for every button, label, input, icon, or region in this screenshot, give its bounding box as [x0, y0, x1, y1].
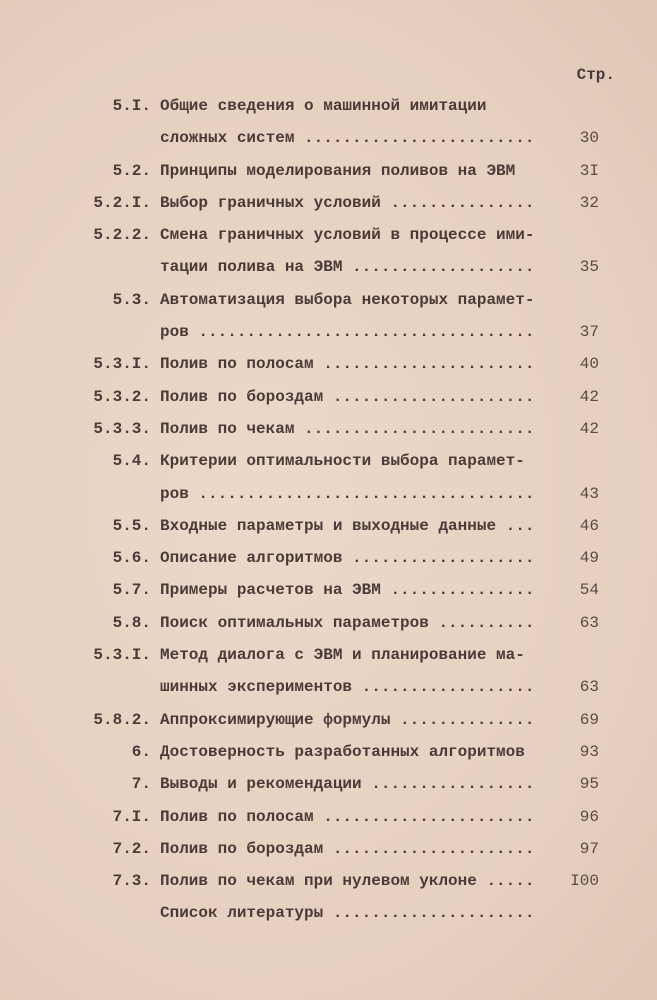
section-number: 5.3.3. [93, 419, 151, 438]
entry-title: Входные параметры и выходные данные ... [160, 516, 535, 535]
entry-title: Полив по чекам ........................ [160, 419, 535, 438]
toc-entry [0, 226, 657, 258]
entry-title: Аппроксимирующие формулы .............. [160, 710, 535, 729]
entry-title: Выбор граничных условий ............... [160, 193, 535, 212]
toc-entry [0, 549, 657, 581]
toc-entry [0, 452, 657, 484]
entry-title: тации полива на ЭВМ ................... [160, 258, 535, 277]
toc-entry [0, 97, 657, 129]
section-number: 5.3.I. [93, 355, 151, 374]
section-number: 6. [131, 742, 151, 761]
section-number: 5.7. [112, 581, 151, 600]
toc-entry [0, 904, 657, 936]
toc-entry [0, 323, 657, 355]
toc-entry [0, 581, 657, 613]
page-column-label: Стр. [576, 66, 615, 84]
section-number: 5.2.2. [93, 226, 151, 245]
toc-entry [0, 162, 657, 194]
page-number: 46 [579, 516, 599, 535]
page-number: 43 [579, 484, 599, 503]
page-number: 97 [579, 839, 599, 858]
entry-title: Полив по полосам ...................... [160, 807, 535, 826]
entry-title: Полив по бороздам ..................... [160, 839, 535, 858]
section-number: 5.6. [112, 549, 151, 568]
toc-entry [0, 775, 657, 807]
section-number: 7.3. [112, 872, 151, 891]
entry-title: Смена граничных условий в процессе ими- [160, 226, 535, 245]
page-number: 49 [579, 549, 599, 568]
page-number: 42 [579, 387, 599, 406]
toc-entry [0, 485, 657, 517]
entry-title: Общие сведения о машинной имитации [160, 97, 487, 115]
entry-title: Полив по чекам при нулевом уклоне ..... [160, 872, 535, 891]
toc-entry [0, 355, 657, 387]
toc-entry [0, 420, 657, 452]
section-number: 5.3. [112, 290, 151, 309]
toc-entry [0, 129, 657, 161]
page-number: I00 [570, 872, 599, 891]
toc-entry [0, 840, 657, 872]
toc-entry [0, 258, 657, 290]
entry-title: Полив по полосам ...................... [160, 355, 535, 374]
entry-title: Выводы и рекомендации ................. [160, 775, 535, 794]
toc-entry [0, 517, 657, 549]
page-number: 63 [579, 613, 599, 632]
section-number: 7. [131, 775, 151, 794]
page-number: 63 [579, 678, 599, 697]
section-number: 5.2.I. [93, 193, 151, 212]
entry-title: шинных экспериментов .................. [160, 678, 535, 697]
section-number: 5.2. [112, 161, 151, 180]
toc-entry [0, 743, 657, 775]
section-number: 5.8.2. [93, 710, 151, 729]
entry-title: ров ................................... [160, 323, 535, 342]
entry-title: Автоматизация выбора некоторых парамет- [160, 290, 535, 309]
page-number: 37 [579, 323, 599, 342]
entry-title: Поиск оптимальных параметров .......... [160, 613, 535, 632]
toc-entry [0, 711, 657, 743]
page-number: 3I [579, 161, 599, 180]
section-number: 5.5. [112, 516, 151, 535]
section-number: 5.I. [112, 97, 151, 115]
section-number: 5.3.I. [93, 646, 151, 665]
toc-entry [0, 291, 657, 323]
page-number: 35 [579, 258, 599, 277]
page-number: 32 [579, 193, 599, 212]
entry-title: Принципы моделирования поливов на ЭВМ [160, 161, 516, 180]
page-number: 42 [579, 419, 599, 438]
page-number: 54 [579, 581, 599, 600]
entry-title: Критерии оптимальности выбора парамет- [160, 452, 525, 471]
toc-entry [0, 872, 657, 904]
entry-title: Полив по бороздам ..................... [160, 387, 535, 406]
page-number: 30 [579, 129, 599, 148]
section-number: 5.3.2. [93, 387, 151, 406]
page-number: 69 [579, 710, 599, 729]
section-number: 5.4. [112, 452, 151, 471]
toc-entry [0, 646, 657, 678]
entry-title: Достоверность разработанных алгоритмов [160, 742, 525, 761]
section-number: 7.I. [112, 807, 151, 826]
section-number: 5.8. [112, 613, 151, 632]
toc-entry [0, 808, 657, 840]
page-number: 40 [579, 355, 599, 374]
toc-entry [0, 678, 657, 710]
entry-title: Метод диалога с ЭВМ и планирование ма- [160, 646, 525, 665]
toc-entry [0, 388, 657, 420]
page-number: 95 [579, 775, 599, 794]
toc-entry [0, 614, 657, 646]
table-of-contents [0, 97, 657, 937]
section-number: 7.2. [112, 839, 151, 858]
entry-title: Примеры расчетов на ЭВМ ............... [160, 581, 535, 600]
entry-title: Список литературы ..................... [160, 904, 535, 923]
toc-entry [0, 194, 657, 226]
page-number: 93 [579, 742, 599, 761]
entry-title: Описание алгоритмов ................... [160, 549, 535, 568]
entry-title: ров ................................... [160, 484, 535, 503]
page-number: 96 [579, 807, 599, 826]
entry-title: сложных систем ........................ [160, 129, 535, 148]
